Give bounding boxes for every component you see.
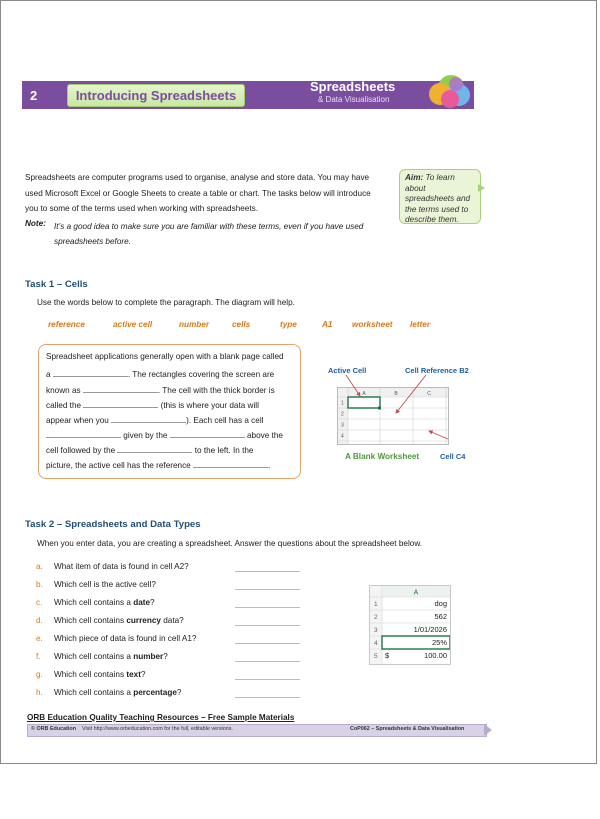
cell-reference-label: Cell Reference B2	[405, 366, 469, 375]
question-text: Which cell contains a percentage?	[54, 688, 182, 697]
cloze-line: a . The rectangles covering the screen are	[46, 370, 275, 379]
answer-blank[interactable]	[193, 459, 268, 468]
question-text: Which cell contains currency data?	[54, 616, 184, 625]
page-title: Introducing Spreadsheets	[67, 84, 245, 107]
cloze-line: known as . The cell with the thick border is	[46, 386, 275, 395]
word-bank-item: number	[179, 320, 210, 329]
diagram-col-header: B	[394, 391, 398, 397]
word-bank-item: A1	[322, 320, 333, 329]
question-letter: a.	[36, 562, 43, 571]
answer-blank[interactable]	[83, 384, 158, 393]
answer-blank[interactable]	[53, 368, 128, 377]
question-text: Which piece of data is found in cell A1?	[54, 634, 197, 643]
answer-blank[interactable]	[46, 429, 121, 438]
table-cell: 562	[434, 612, 447, 621]
diagram-col-header: A	[362, 391, 366, 397]
table-row-num: 2	[374, 614, 378, 621]
diagram-row-header: 4	[341, 433, 344, 440]
question-letter: c.	[36, 598, 43, 607]
question-text: Which cell contains a number?	[54, 652, 168, 661]
active-cell-label: Active Cell	[328, 366, 367, 375]
table-row-num: 5	[374, 653, 378, 660]
aim-label: Aim:	[405, 173, 424, 182]
question-letter: e.	[36, 634, 43, 643]
answer-blank[interactable]	[170, 429, 245, 438]
cloze-line: picture, the active cell has the reference .	[46, 461, 271, 470]
cell-c4-label: Cell C4	[440, 452, 466, 461]
cloze-line: cell followed by the to the left. In the	[46, 446, 254, 455]
intro-text: Spreadsheets are computer programs used to organise, analyse and store data. You may have used Microsoft Excel or Google Sheets to create a table or chart. The tasks below will introduce you to some of the terms used when working with spreadsheets.	[25, 173, 371, 213]
cloze-line: Spreadsheet applications generally open with a blank page called	[46, 352, 284, 361]
table-cell-currency: $	[385, 651, 390, 660]
table-cell: dog	[434, 599, 447, 608]
question-text: Which cell contains text?	[54, 670, 146, 679]
section-number: 2	[30, 88, 38, 103]
question-letter: f.	[36, 652, 41, 661]
cloze-line: given by the above the	[46, 429, 283, 440]
answer-blank[interactable]	[117, 444, 192, 453]
answer-line[interactable]	[235, 679, 300, 680]
question-letter: b.	[36, 580, 43, 589]
answer-line[interactable]	[235, 661, 300, 662]
diagram-col-header: C	[427, 391, 431, 397]
aim-tail	[478, 184, 485, 192]
table-row-num: 3	[374, 627, 378, 634]
task2-title: Task 2 – Spreadsheets and Data Types	[25, 519, 201, 530]
answer-blank[interactable]	[83, 399, 158, 408]
word-bank-item: worksheet	[352, 320, 393, 329]
brand-subtitle: & Data Visualisation	[318, 95, 390, 104]
aim-text: To learn about spreadsheets and the terms used to describe them.	[405, 173, 471, 224]
answer-line[interactable]	[235, 625, 300, 626]
diagram-row-header: 1	[341, 400, 344, 407]
word-bank	[46, 320, 446, 332]
word-bank-item: letter	[410, 320, 431, 329]
cloze-line: called the (this is where your data will	[46, 401, 259, 410]
question-letter: d.	[36, 616, 43, 625]
bubbles-logo-icon	[423, 68, 475, 112]
answer-line[interactable]	[235, 589, 300, 590]
aim-box	[399, 169, 481, 224]
question-letter: h.	[36, 688, 43, 697]
word-bank-item: type	[280, 320, 297, 329]
task2-instruction: When you enter data, you are creating a spreadsheet. Answer the questions about the spreadsheet below.	[37, 539, 423, 548]
answer-line[interactable]	[235, 571, 300, 572]
diagram-row-header: 3	[341, 422, 344, 429]
word-bank-item: active cell	[113, 320, 153, 329]
answer-blank[interactable]	[111, 414, 186, 423]
table-cell: 25%	[431, 638, 447, 647]
question-text: What item of data is found in cell A2?	[54, 562, 189, 571]
diagram-caption: A Blank Worksheet	[345, 452, 420, 461]
table-col-header: A	[413, 589, 419, 597]
question-text: Which cell contains a date?	[54, 598, 155, 607]
question-letter: g.	[36, 670, 43, 679]
table-row-num: 4	[374, 640, 378, 647]
cloze-line: appear when you ). Each cell has a cell	[46, 416, 264, 425]
data-spreadsheet-table	[369, 585, 451, 665]
note-label: Note:	[25, 219, 46, 228]
answer-line[interactable]	[235, 607, 300, 608]
footer-title: ORB Education Quality Teaching Resources – Free Sample Materials	[27, 713, 295, 722]
table-cell: 1/01/2026	[413, 625, 447, 634]
diagram-row-header: 2	[341, 411, 344, 418]
footer-right: CoP062 – Spreadsheets & Data Visualisation	[350, 726, 465, 732]
table-row-num: 1	[374, 601, 378, 608]
word-bank-item: reference	[48, 320, 85, 329]
footer-bar-tip	[484, 724, 492, 736]
word-bank-item: cells	[232, 320, 251, 329]
brand-title: Spreadsheets	[310, 79, 396, 94]
task1-instruction: Use the words below to complete the paragraph. The diagram will help.	[37, 298, 295, 307]
answer-line[interactable]	[235, 697, 300, 698]
note-text: It’s a good idea to make sure you are familiar with these terms, even if you have used spreadsheets before.	[54, 222, 364, 246]
question-text: Which cell is the active cell?	[54, 580, 156, 589]
task1-title: Task 1 – Cells	[25, 279, 88, 290]
answer-line[interactable]	[235, 643, 300, 644]
footer-left: © ORB Education Visit http://www.orbeducation.com for the full, editable versions.	[31, 726, 233, 732]
table-cell: 100.00	[424, 651, 447, 660]
diagram-arrows	[330, 372, 470, 442]
